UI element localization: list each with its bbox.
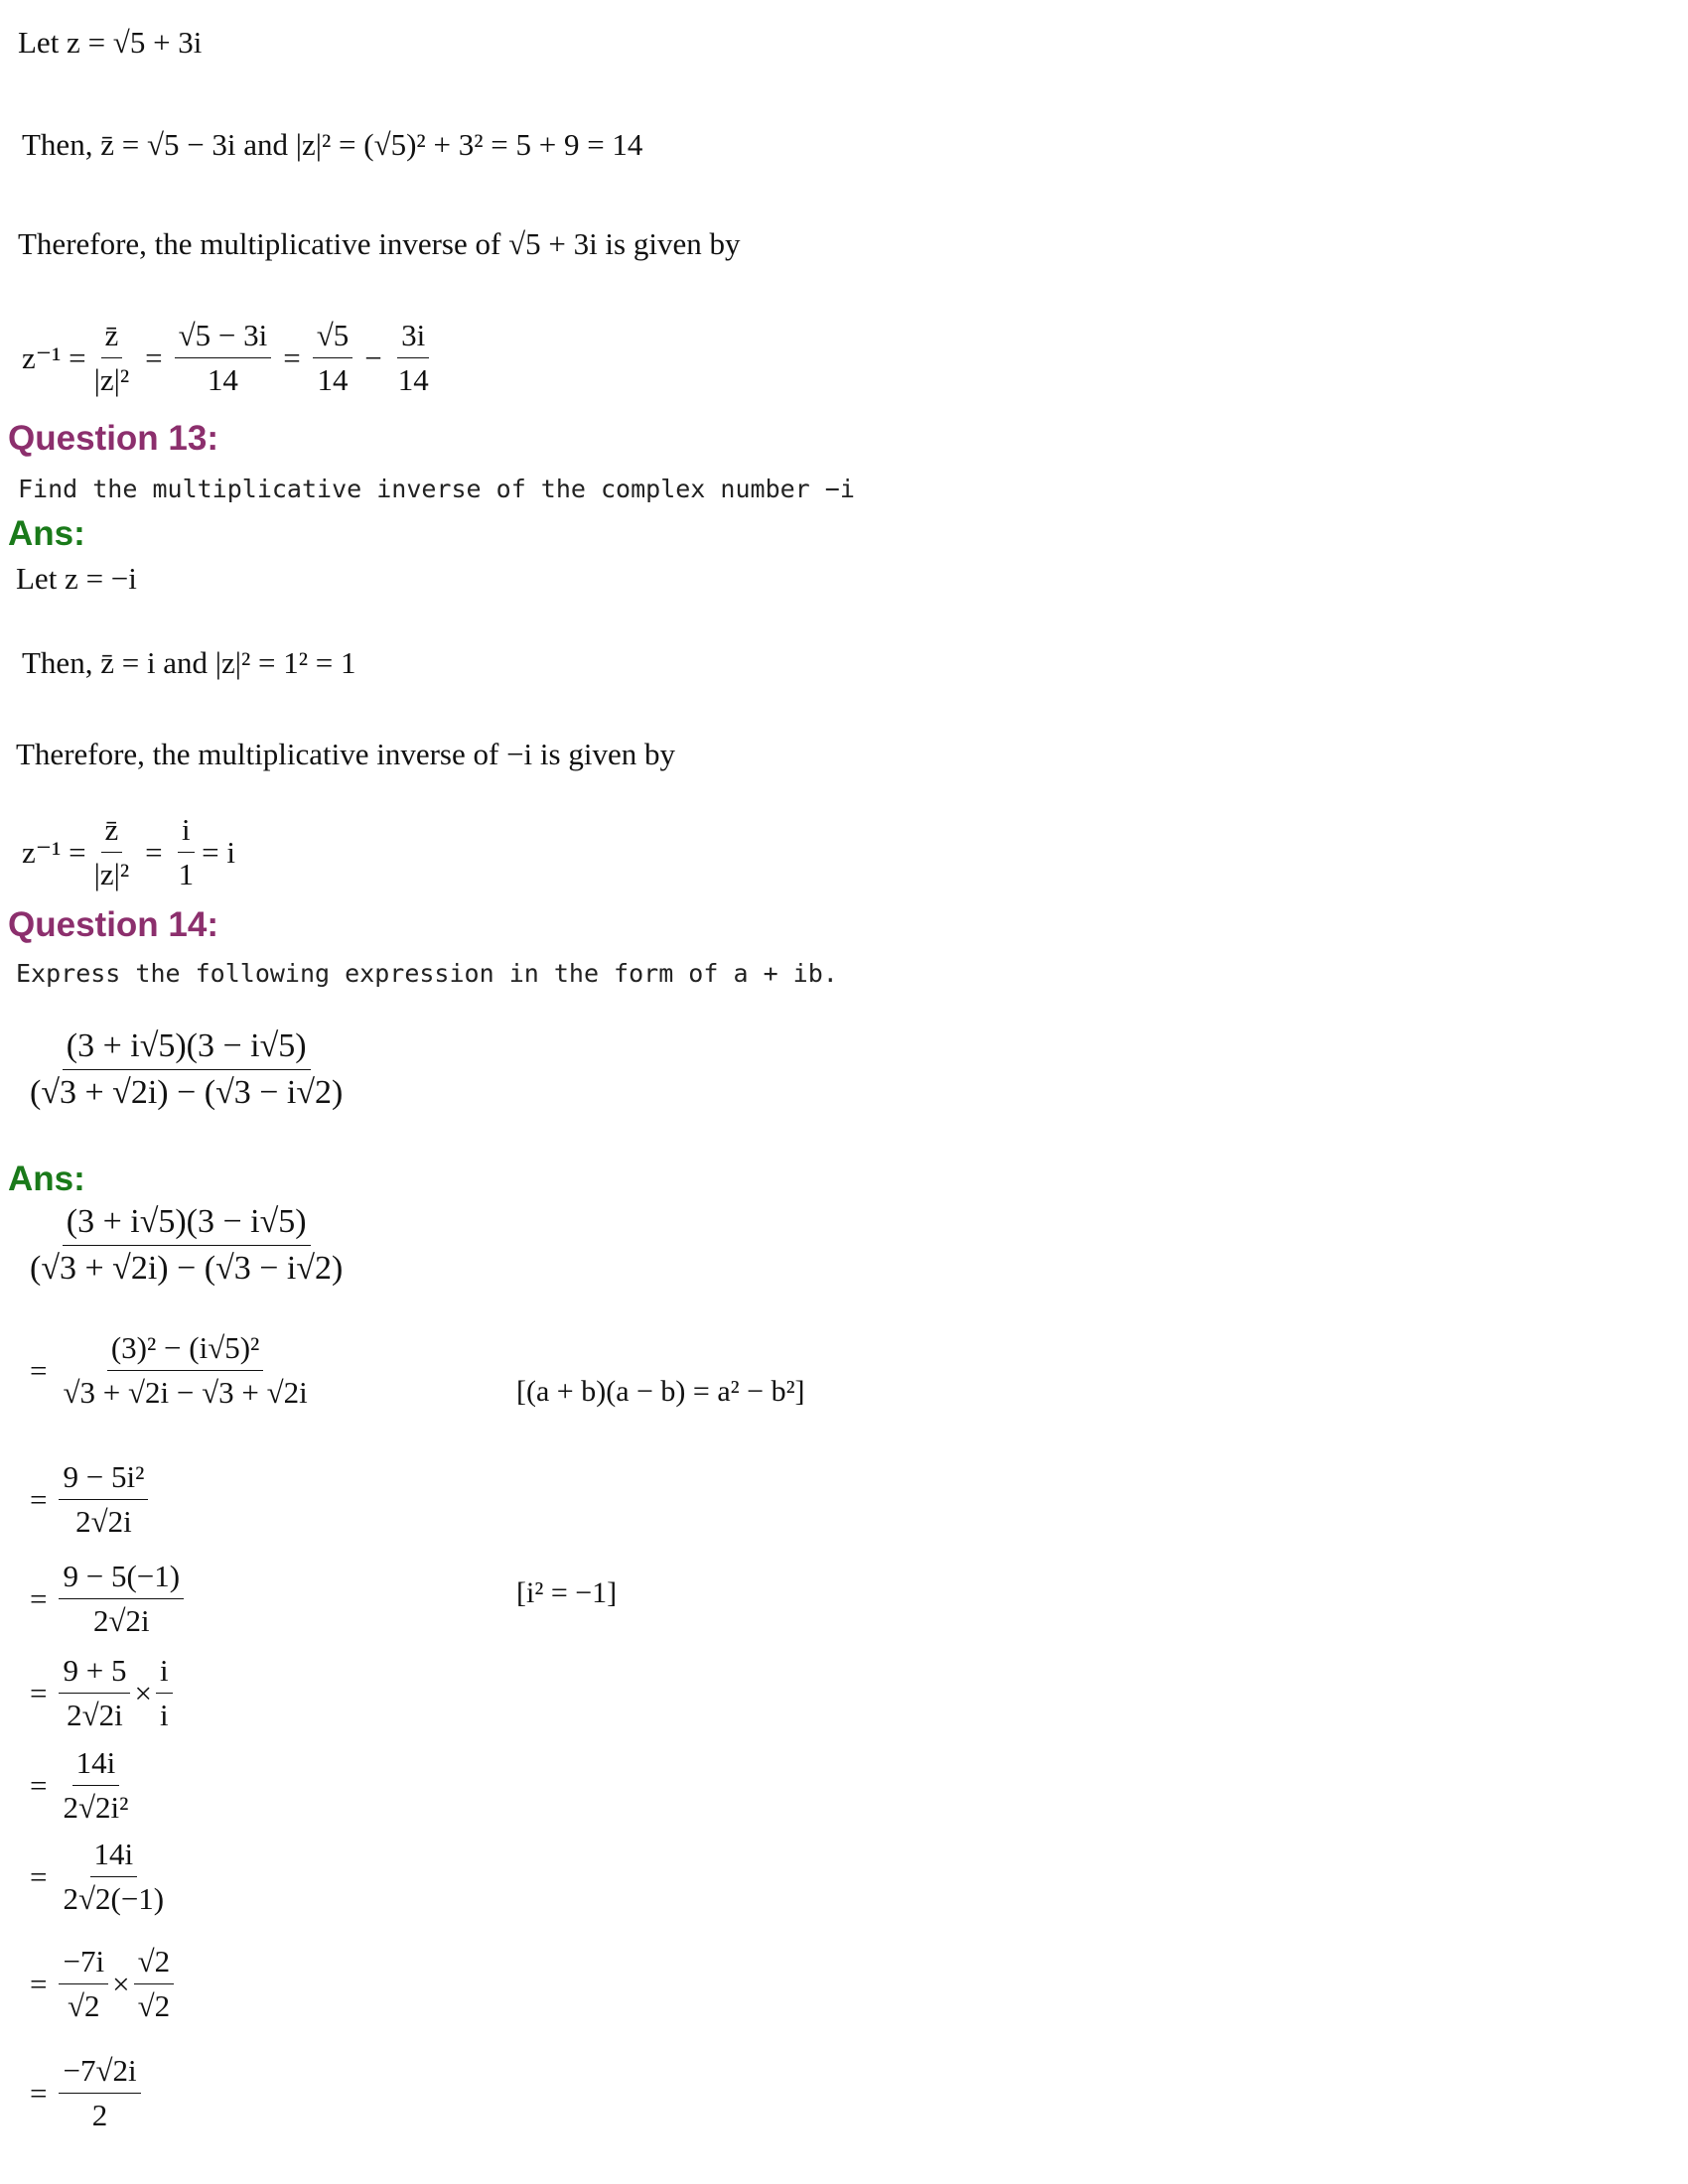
q14-step-4-times-den: i xyxy=(159,1698,169,1732)
q14-step-8-num: −7√2i xyxy=(59,2053,140,2094)
q14-expression-den: (√3 + √2i) − (√3 − i√2) xyxy=(30,1074,344,1111)
q14-step-6 xyxy=(22,1837,172,1917)
q14-step-3-num: 9 − 5(−1) xyxy=(59,1559,184,1599)
q13-frac-1-den: |z|² xyxy=(93,857,130,891)
q13-inverse-rhs: = i xyxy=(202,834,235,870)
q14-step-5-den: 2√2i² xyxy=(63,1790,129,1825)
q12-frac-1-num: z̄ xyxy=(101,318,123,358)
q14-step-2-den: 2√2i xyxy=(75,1504,132,1539)
q13-inverse-equation xyxy=(22,812,235,892)
q14-step-3 xyxy=(22,1559,188,1639)
q13-question-text: Find the multiplicative inverse of the complex number −i xyxy=(18,475,855,503)
equals-sign: = xyxy=(30,2075,48,2111)
q14-expression xyxy=(22,1027,351,1112)
q13-let-line: Let z = −i xyxy=(16,561,137,596)
q14-question-text: Express the following expression in the form of a + ib. xyxy=(16,959,838,988)
q14-step-4-times-frac xyxy=(156,1653,173,1733)
equals-sign: = xyxy=(145,340,163,375)
q14-step-2 xyxy=(22,1459,152,1540)
q14-step-1-frac xyxy=(59,1330,311,1411)
q12-frac-3-num: √5 xyxy=(313,318,353,358)
q14-step-6-num: 14i xyxy=(90,1837,138,1877)
q14-step-5-frac xyxy=(59,1745,132,1826)
q12-frac-3-den: 14 xyxy=(317,362,349,397)
q13-frac-2-den: 1 xyxy=(178,857,195,891)
q14-step-1 xyxy=(22,1330,316,1411)
q14-step-7 xyxy=(22,1944,178,2024)
q14-step-7-times-num: √2 xyxy=(134,1944,175,1984)
q14-step-2-frac xyxy=(59,1459,148,1540)
q14-expression-frac xyxy=(26,1027,347,1112)
q14-identity-note: [(a + b)(a − b) = a² − b²] xyxy=(516,1375,805,1408)
equals-sign: = xyxy=(30,1352,48,1388)
q14-step-3-den: 2√2i xyxy=(92,1603,150,1638)
q14-step-5 xyxy=(22,1745,136,1826)
q14-step-0 xyxy=(22,1203,351,1288)
q12-inverse-equation xyxy=(22,318,437,398)
equals-sign: = xyxy=(30,1580,48,1616)
q13-ans-label: Ans: xyxy=(8,514,85,553)
q14-step-3-frac xyxy=(59,1559,184,1639)
equals-sign: = xyxy=(30,1858,48,1894)
q14-step-7-times-den: √2 xyxy=(137,1988,171,2023)
q14-step-4-den: 2√2i xyxy=(67,1698,123,1732)
q14-step-0-den: (√3 + √2i) − (√3 − i√2) xyxy=(30,1250,344,1287)
q14-step-2-num: 9 − 5i² xyxy=(59,1459,148,1500)
q14-step-0-frac xyxy=(26,1203,347,1288)
q14-step-1-den: √3 + √2i − √3 + √2i xyxy=(63,1375,308,1410)
q12-frac-3 xyxy=(313,318,353,398)
q14-step-8 xyxy=(22,2053,145,2133)
q14-step-4-num: 9 + 5 xyxy=(59,1653,130,1694)
q13-conjugate-line: Then, z̄ = i and |z|² = 1² = 1 xyxy=(22,645,356,680)
q12-frac-1 xyxy=(90,318,133,398)
q12-therefore-line: Therefore, the multiplicative inverse of √5 + 3i is given by xyxy=(18,226,741,261)
minus-sign: − xyxy=(364,340,382,375)
q12-frac-1-den: |z|² xyxy=(93,362,130,397)
q14-step-7-times-frac xyxy=(134,1944,175,2024)
equals-sign: = xyxy=(30,1675,48,1710)
equals-sign: = xyxy=(30,1481,48,1517)
equals-sign: = xyxy=(30,1767,48,1803)
q12-let-line: Let z = √5 + 3i xyxy=(18,25,203,60)
q14-step-7-frac xyxy=(59,1944,108,2024)
q14-heading: Question 14: xyxy=(8,905,218,944)
times-sign: × xyxy=(134,1675,152,1710)
q13-heading: Question 13: xyxy=(8,419,218,458)
q14-step-4-frac xyxy=(59,1653,130,1733)
equals-sign: = xyxy=(283,340,301,375)
q13-frac-2 xyxy=(175,812,199,892)
q13-frac-1-num: z̄ xyxy=(101,812,123,853)
q14-expression-num: (3 + i√5)(3 − i√5) xyxy=(63,1027,311,1070)
q12-frac-2-den: 14 xyxy=(207,362,238,397)
equals-sign: = xyxy=(30,1966,48,2001)
q14-step-7-num: −7i xyxy=(59,1944,108,1984)
q14-step-6-den: 2√2(−1) xyxy=(63,1881,165,1916)
q12-frac-4-den: 14 xyxy=(397,362,429,397)
q14-step-0-num: (3 + i√5)(3 − i√5) xyxy=(63,1203,311,1246)
q14-step-1-num: (3)² − (i√5)² xyxy=(107,1330,264,1371)
q14-step-8-den: 2 xyxy=(91,2098,108,2132)
equals-sign: = xyxy=(145,834,163,870)
q12-frac-2 xyxy=(175,318,272,398)
q14-step-4-times-num: i xyxy=(156,1653,173,1694)
q14-i-squared-note: [i² = −1] xyxy=(516,1576,618,1609)
q12-inverse-lhs: z⁻¹ = xyxy=(22,340,86,375)
q12-frac-2-num: √5 − 3i xyxy=(175,318,272,358)
q14-step-4 xyxy=(22,1653,177,1733)
q13-therefore-line: Therefore, the multiplicative inverse of −i is given by xyxy=(16,737,675,771)
q13-frac-2-num: i xyxy=(178,812,195,853)
q14-ans-label: Ans: xyxy=(8,1160,85,1198)
q13-inverse-lhs: z⁻¹ = xyxy=(22,834,86,870)
q14-step-6-frac xyxy=(59,1837,168,1917)
q14-step-7-den: √2 xyxy=(68,1988,100,2023)
times-sign: × xyxy=(112,1966,130,2001)
q12-frac-4 xyxy=(394,318,433,398)
q12-frac-4-num: 3i xyxy=(397,318,429,358)
q12-conjugate-line: Then, z̄ = √5 − 3i and |z|² = (√5)² + 3² = 5 + 9 = 14 xyxy=(22,127,643,162)
q13-frac-1 xyxy=(90,812,133,892)
q14-step-8-frac xyxy=(59,2053,140,2133)
q14-step-5-num: 14i xyxy=(72,1745,120,1786)
